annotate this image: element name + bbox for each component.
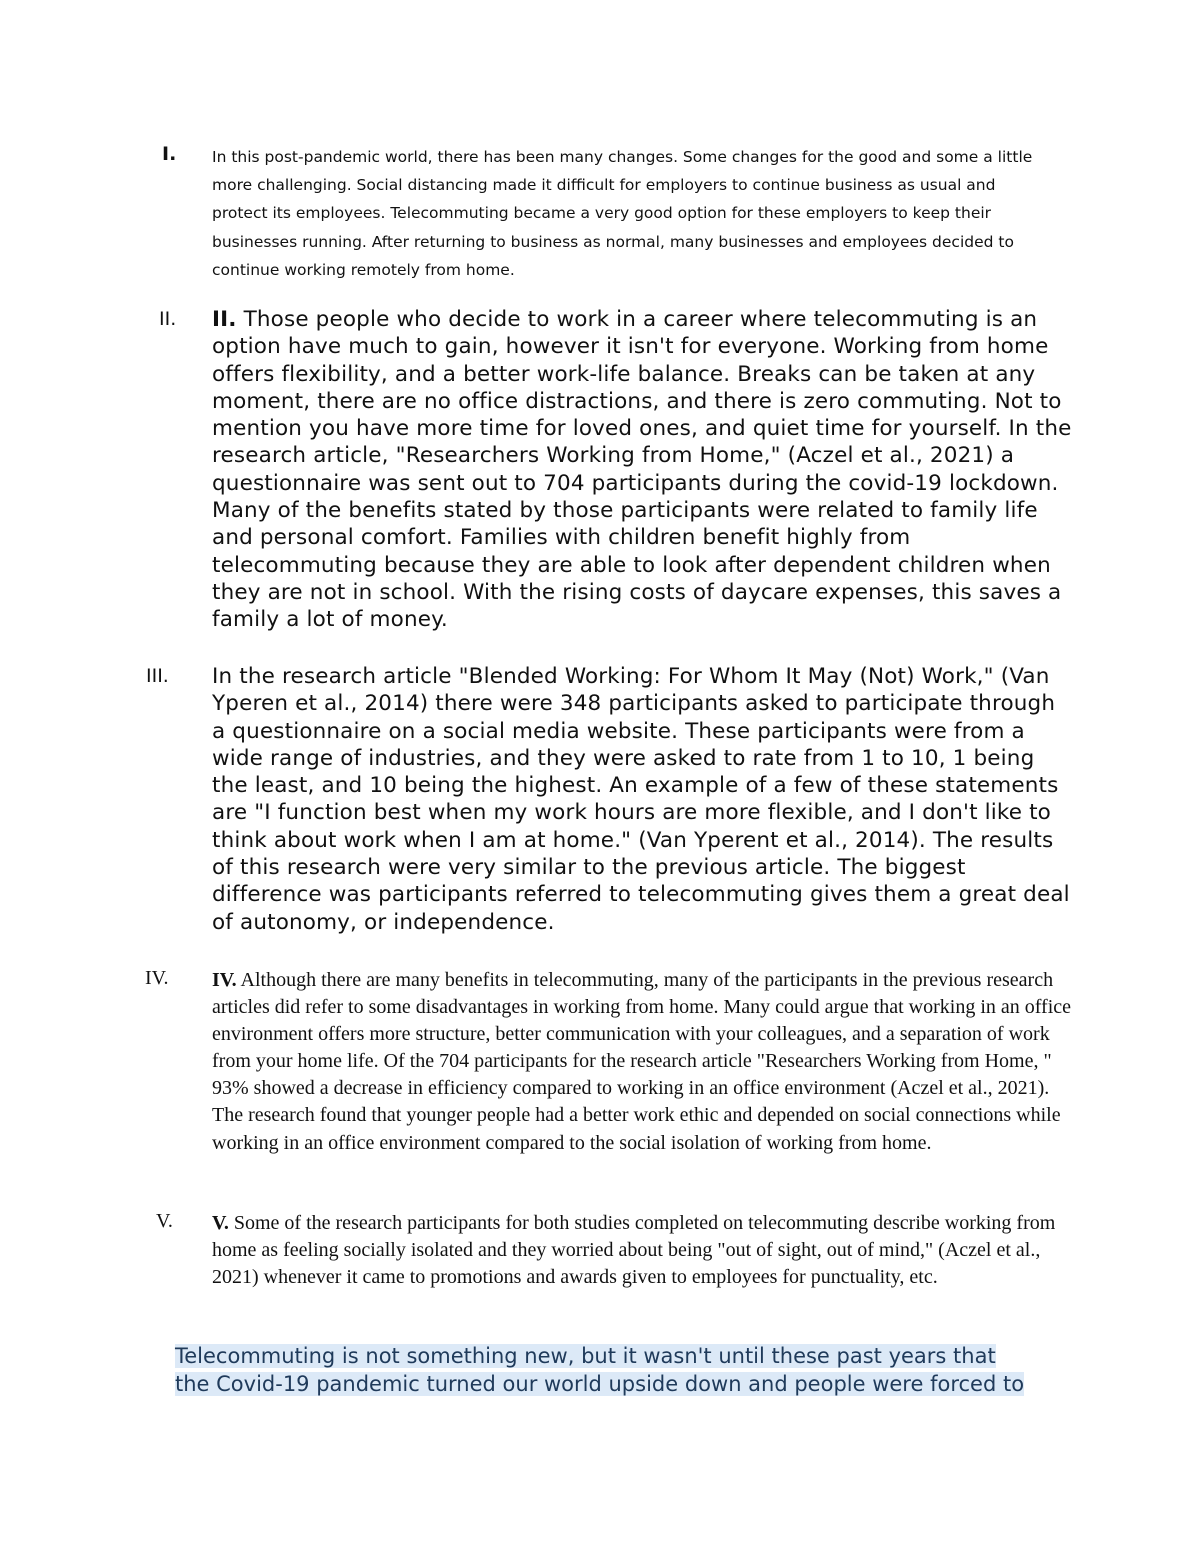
paragraph-lead: II. — [212, 307, 237, 332]
paragraph-text — [212, 663, 1072, 936]
paragraph-body: In this post-pandemic world, there has been many changes. Some changes for the good and some a little more challenging. Social distancing made it difficult for employers to continue business as usual and protect its employees. Telecommuting became a very good option for these employers to keep their businesses running. After returning to business as normal, many businesses and employees decided to continue working remotely from home. — [212, 148, 1033, 279]
paragraph-text — [212, 967, 1072, 1157]
list-numeral: V. — [156, 1210, 173, 1232]
list-numeral: IV. — [145, 967, 169, 989]
highlighted-line-1: Telecommuting is not something new, but it wasn't until these past years that — [175, 1344, 996, 1368]
list-numeral: II. — [159, 308, 177, 330]
paragraph-body: Some of the research participants for both studies completed on telecommuting describe working from home as feeling socially isolated and they worried about being "out of sight, out of mind," (Aczel et al., 2021) whenever it came to promotions and awards given to employees for punctuality, etc. — [212, 1212, 1056, 1289]
paragraph-lead: IV. — [212, 969, 237, 991]
paragraph-body: In the research article "Blended Working: For Whom It May (Not) Work," (Van Yperen et al., 2014) there were 348 participants asked to participate through a questionnaire on a social media website. These participants were from a wide range of industries, and they were asked to rate from 1 to 10, 1 being the least, and 10 being the highest. An example of a few of these statements are "I function best when my work hours are more flexible, and I don't like to think about work when I am at home." (Van Yperent et al., 2014). The results of this research were very similar to the previous article. The biggest difference was participants referred to telecommuting gives them a great deal of autonomy, or independence. — [212, 664, 1070, 935]
list-numeral: I. — [162, 143, 177, 165]
highlighted-line-2: the Covid-19 pandemic turned our world upside down and people were forced to — [175, 1371, 1025, 1396]
closing-paragraph[interactable] — [175, 1343, 1065, 1398]
paragraph-body: Those people who decide to work in a career where telecommuting is an option have much to gain, however it isn't for everyone. Working from home offers flexibility, and a better work-life balance. Breaks can be taken at any moment, there are no office distractions, and there is zero commuting. Not to mention you have more time for loved ones, and quiet time for yourself. In the research article, "Researchers Working from Home," (Aczel et al., 2021) a questionnaire was sent out to 704 participants during the covid-19 lockdown. Many of the benefits stated by those participants were related to family life and personal comfort. Families with children benefit highly from telecommuting because they are able to look after dependent children when they are not in school. With the rising costs of daycare expenses, this saves a family a lot of money. — [212, 307, 1072, 633]
paragraph-text — [212, 1210, 1072, 1291]
paragraph-lead: V. — [212, 1212, 229, 1234]
list-numeral: III. — [146, 665, 169, 687]
paragraph-body: Although there are many benefits in telecommuting, many of the participants in the previous research articles did refer to some disadvantages in working from home. Many could argue that working in an office environment offers more structure, better communication with your colleagues, and a separation of work from your home life. Of the 704 participants for the research article "Researchers Working from Home, " 93% showed a decrease in efficiency compared to working in an office environment (Aczel et al., 2021). The research found that younger people had a better work ethic and depended on social connections while working in an office environment compared to the social isolation of working from home. — [212, 969, 1072, 1154]
paragraph-text — [212, 306, 1072, 634]
paragraph-text — [212, 143, 1047, 284]
